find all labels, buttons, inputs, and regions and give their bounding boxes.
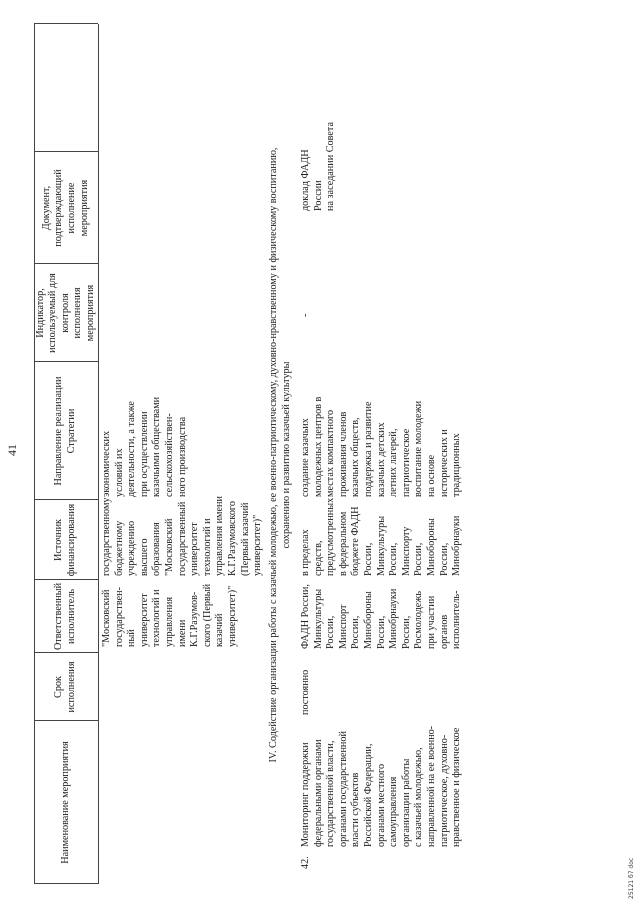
header-direction: Направление реализации Стратегии: [53, 376, 77, 486]
document-code: 25121 б7 doc: [628, 857, 635, 899]
header-name: Наименование мероприятия: [59, 741, 71, 864]
row-document: доклад ФАДН России на заседании Совета: [300, 122, 337, 211]
header-responsible: Ответственный исполнитель: [53, 582, 77, 651]
header-source: Источник финансирования: [53, 503, 77, 577]
row-source: в пределах средств, предусмотренных в федеральном бюджете ФАДН России, Минкультуры России, Минспорту России, Минобороны России, Минобрнауки: [300, 497, 463, 576]
page-number: 41: [5, 444, 19, 456]
header-bottom-border: [98, 24, 99, 884]
column-divider: [34, 23, 98, 24]
row-term: постоянно: [300, 669, 311, 715]
header-document: Документ, подтверждающий исполнение мероприятия: [40, 169, 90, 247]
row-indicator: -: [300, 313, 311, 317]
row-direction: создание казачьих молодежных центров в местах компактного проживания членов казачьих обществ, поддержка и развитие казачьих детских летних лагерей, патриотическое воспитание молодежи на основе исторических и традиционных: [300, 396, 463, 497]
row-number: 42.: [300, 856, 311, 869]
row-name: Мониторинг поддержки федеральными органами государственной власти, органами государственной власти субъектов Российской Федерации, органами местного самоуправления организации работы с казачьей молодежью, направленной на ее военно- патриотическое, духовно- нравственное и физическое: [300, 725, 463, 847]
row-responsible: ФАДН России, Минкультуры России, Минспорт России, Минобороны России, Минобрнауки России, Росмолодежь при участии органов исполнитель-: [300, 584, 463, 649]
continued-direction: экономических условий их деятельности, а также при осуществлении казачьими обществами сельскохозяйствен- ного производства: [101, 396, 188, 497]
continued-source: государственному бюджетному учреждению высшего образования "Московский государственный университет технологий и управления имени К.Г.Разумовского (Первый казачий университет)": [101, 496, 264, 576]
continued-responsible: "Московский государствен- ный университет технологий и управления имени К.Г.Разумов- ского (Первый казачий университет)": [101, 583, 238, 647]
header-indicator: Индикатор, используемый для контроля исполнения мероприятия: [34, 273, 96, 353]
header-term: Срок исполнения: [53, 661, 77, 713]
section-title: IV. Содействие организации работы с казачьей молодежью, ее военно-патриотическому, духовно-нравственному и физическому воспитанию, сохранению и развитию казачьей культуры: [268, 147, 292, 763]
